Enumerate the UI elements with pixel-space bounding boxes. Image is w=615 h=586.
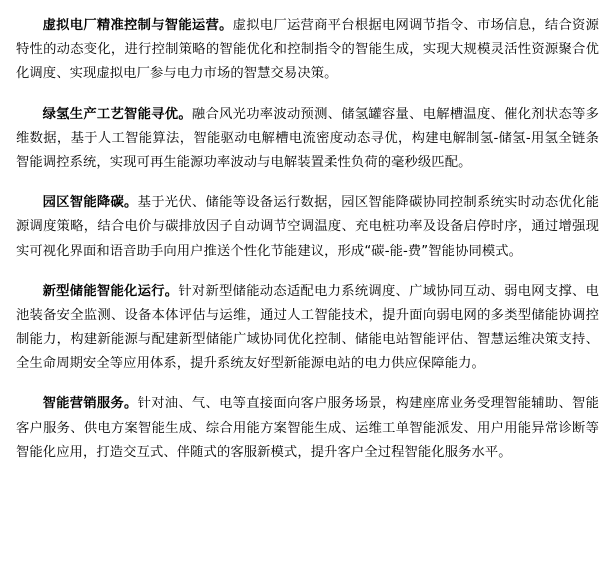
paragraph-body: 融合风光功率波动预测、储氢罐容量、电解槽温度、催化剂状态等多维数据，基于人工智能算法，智能驱动电解槽电流密度动态寻优，构建电解制氢-储氢-用氢全链条智能调控系统，实现可再生能源功率波动与电解装置柔性负荷的毫秒级匹配。	[16, 106, 599, 170]
paragraph-lead: 虚拟电厂精准控制与智能运营。	[42, 18, 233, 33]
paragraph	[16, 191, 599, 264]
paragraph	[16, 103, 599, 176]
paragraph-body: 虚拟电厂运营商平台根据电网调节指令、市场信息，结合资源特性的动态变化，进行控制策略的智能优化和控制指令的智能生成，实现大规模灵活性资源聚合优化调度、实现虚拟电厂参与电力市场的智慧交易决策。	[16, 18, 600, 82]
paragraph	[16, 14, 599, 87]
paragraph-body: 针对油、气、电等直接面向客户服务场景，构建座席业务受理智能辅助、智能客户服务、供电方案智能生成、综合用能方案智能生成、运维工单智能派发、用户用能异常诊断等智能化应用，打造交互式、伴随式的客服新模式，提升客户全过程智能化服务水平。	[16, 396, 599, 460]
paragraph-body: 针对新型储能动态适配电力系统调度、广域协同互动、弱电网支撑、电池装备安全监测、设备本体评估与运维，通过人工智能技术，提升面向弱电网的多类型储能协调控制能力，构建新能源与配建新型储能广域协同优化控制、储能电站智能评估、智慧运维决策支持、全生命周期安全等应用体系，提升系统友好型新能源电站的电力供应保障能力。	[16, 283, 599, 372]
paragraph-lead: 绿氢生产工艺智能寻优。	[42, 106, 192, 122]
paragraph	[16, 392, 599, 465]
paragraph-body: 基于光伏、储能等设备运行数据，园区智能降碳协同控制系统实时动态优化能源调度策略，结合电价与碳排放因子自动调节空调温度、充电桩功率及设备启停时序，通过增强现实可视化界面和语音助手向用户推送个性化节能建议，形成“碳-能-费”智能协同模式。	[16, 195, 599, 259]
paragraph	[16, 280, 599, 377]
paragraph-lead: 智能营销服务。	[42, 396, 138, 412]
paragraph-lead: 园区智能降碳。	[42, 195, 138, 211]
paragraph-lead: 新型储能智能化运行。	[42, 283, 179, 299]
